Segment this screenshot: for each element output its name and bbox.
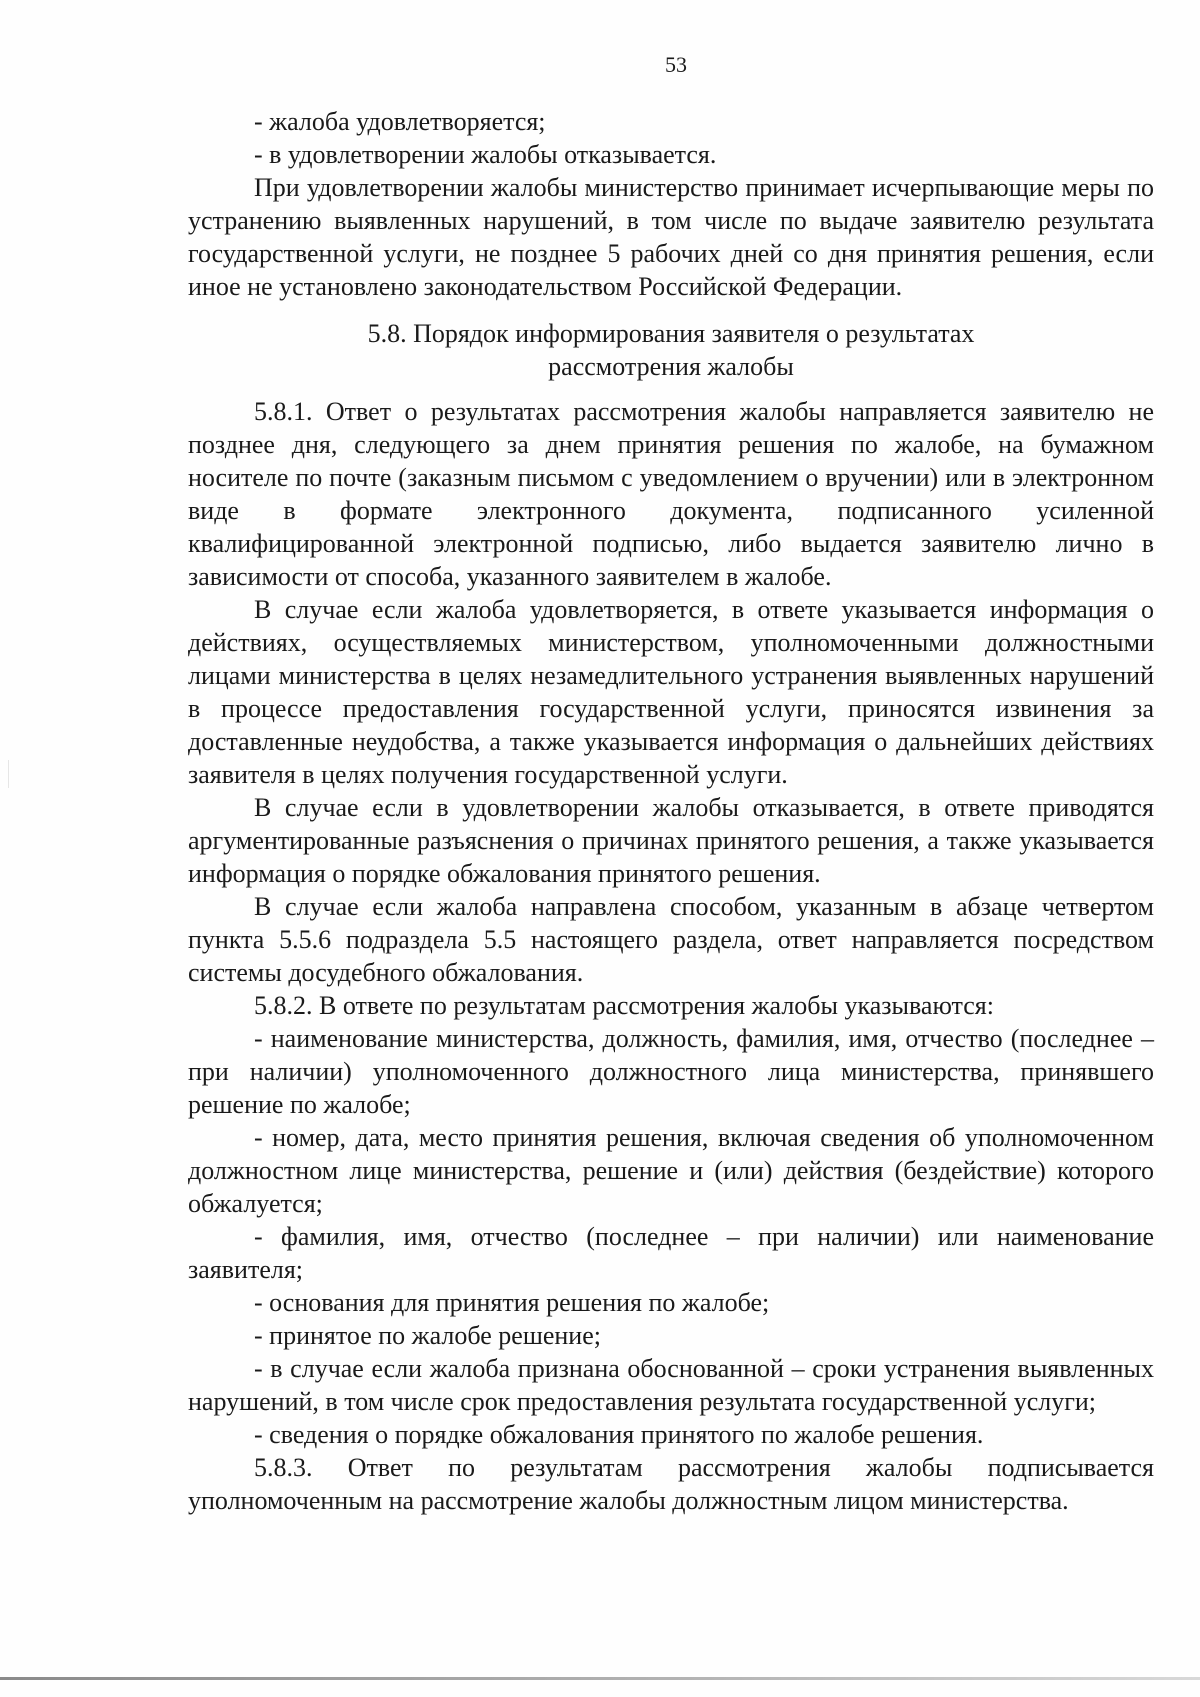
paragraph: 5.8.1. Ответ о результатах рассмотрения жалобы направляется заявителю не позднее дня, следующего за днем принятия решения по жалобе, на бумажном носителе по почте (заказным письмом с уведомлением о вручении) или в электронном виде в формате электронного документа, подписанного усиленной квалифицированной электронной подписью, либо выдается заявителю лично в зависимости от способа, указанного заявителем в жалобе.: [188, 397, 1154, 591]
scan-artifact: [8, 760, 9, 788]
list-item: - принятое по жалобе решение;: [254, 1321, 601, 1350]
section-heading-line: рассмотрения жалобы: [548, 352, 794, 381]
paragraph: В случае если жалоба направлена способом, указанным в абзаце четвертом пункта 5.5.6 подраздела 5.5 настоящего раздела, ответ направляется посредством системы досудебного обжалования.: [188, 892, 1154, 987]
list-item: - фамилия, имя, отчество (последнее – при наличии) или наименование заявителя;: [188, 1222, 1154, 1284]
list-item: - наименование министерства, должность, фамилия, имя, отчество (последнее – при наличии) уполномоченного должностного лица министерства, принявшего решение по жалобе;: [188, 1024, 1154, 1119]
page-number: 53: [665, 52, 687, 77]
section-heading-line: 5.8. Порядок информирования заявителя о результатах: [367, 319, 975, 348]
paragraph: В случае если в удовлетворении жалобы отказывается, в ответе приводятся аргументированные разъяснения о причинах принятого решения, а также указывается информация о порядке обжалования принятого решения.: [188, 793, 1154, 888]
document-body: [188, 105, 1154, 1517]
list-item: - в случае если жалоба признана обоснованной – сроки устранения выявленных нарушений, в том числе срок предоставления результата государственной услуги;: [188, 1354, 1154, 1416]
paragraph: 5.8.3. Ответ по результатам рассмотрения жалобы подписывается уполномоченным на рассмотрение жалобы должностным лицом министерства.: [188, 1453, 1154, 1515]
paragraph: В случае если жалоба удовлетворяется, в ответе указывается информация о действиях, осуществляемых министерством, уполномоченными должностными лицами министерства в целях незамедлительного устранения выявленных нарушений в процессе предоставления государственной услуги, приносятся извинения за доставленные неудобства, а также указывается информация о дальнейших действиях заявителя в целях получения государственной услуги.: [188, 595, 1154, 789]
list-item: - основания для принятия решения по жалобе;: [254, 1288, 770, 1317]
paragraph: При удовлетворении жалобы министерство принимает исчерпывающие меры по устранению выявленных нарушений, в том числе по выдаче заявителю результата государственной услуги, не позднее 5 рабочих дней со дня принятия решения, если иное не установлено законодательством Российской Федерации.: [188, 173, 1154, 301]
list-item: - номер, дата, место принятия решения, включая сведения об уполномоченном должностном лице министерства, решение и (или) действия (бездействие) которого обжалуется;: [188, 1123, 1154, 1218]
list-item: - сведения о порядке обжалования принятого по жалобе решения.: [254, 1420, 984, 1449]
section-heading: [188, 317, 1154, 383]
paragraph: 5.8.2. В ответе по результатам рассмотрения жалобы указываются:: [254, 991, 994, 1020]
list-item: - жалоба удовлетворяется;: [254, 107, 546, 136]
scan-bottom-edge: [0, 1677, 1200, 1680]
list-item: - в удовлетворении жалобы отказывается.: [254, 140, 717, 169]
